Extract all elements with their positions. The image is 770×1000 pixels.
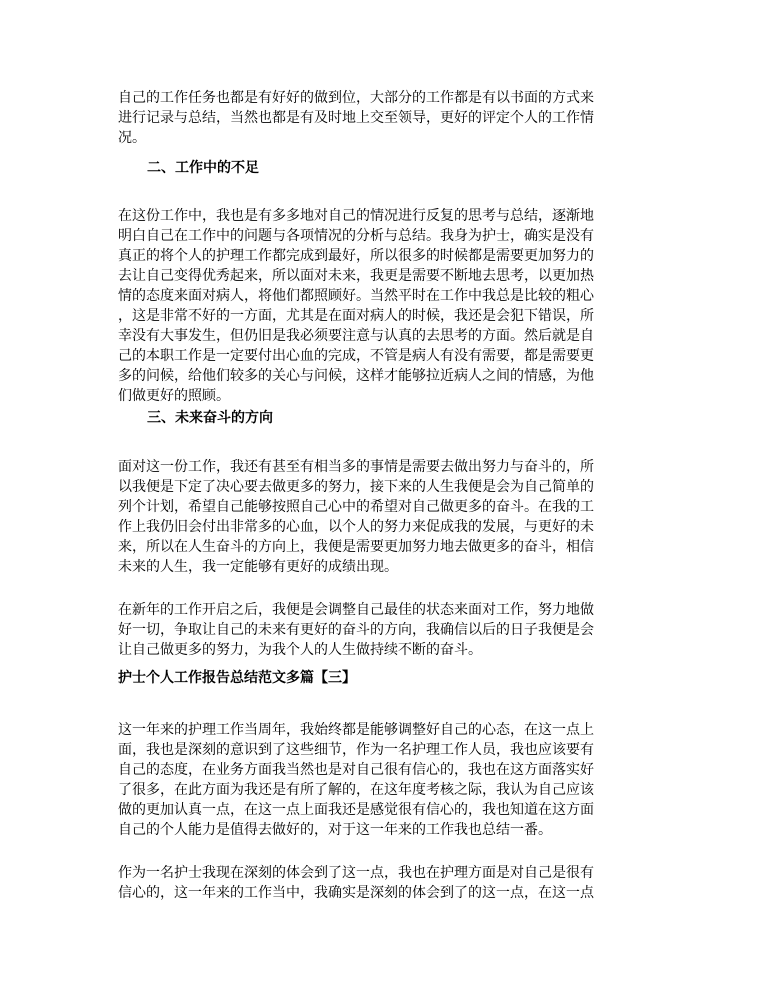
paragraph-work-tasks: 自己的工作任务也都是有好好的做到位，大部分的工作都是有以书面的方式来 进行记录与总结，当然也都是有及时地上交至领导，更好的评定个人的工作情 况。 [118,90,594,146]
paragraph-shortcomings: 在这份工作中，我也是有多多地对自己的情况进行反复的思考与总结，逐渐地 明白自己在工作中的问题与各项情况的分析与总结。我身为护士，确实是没有 真正的将个人的护理工作都完成到最好，所以很多的时候都是需要更加努力的 去让自己变得优秀起来，所以面对未来，我更是需要不断地去思考，以更加热 情的态度来面对病人，将他们都照顾好。当然平时在工作中我总是比较的粗心 ，这是非常不好的一方面，尤其是在面对病人的时候，我还是会犯下错误，所 幸没有大事发生，但仍旧是我必须要注意与认真的去思考的方面。然后就是自 己的本职工作是一定要付出心血的完成，不管是病人有没有需要，都是需要更 多的问候，给他们较多的关心与问候，这样才能够拉近病人之间的情感，为他 们做更好的照顾。 [118,208,594,404]
heading-shortcomings: 二、工作中的不足 [147,160,259,176]
paragraph-future-direction: 面对这一份工作，我还有甚至有相当多的事情是需要去做出努力与奋斗的，所 以我便是下定了决心要去做更多的努力，接下来的人生我便是会为自己简单的 列个计划，希望自己能够按照自己心中的希望对自己做更多的奋斗。在我的工 作上我仍旧会付出非常多的心血，以个人的努力来促成我的发展，与更好的未 来，所以在人生奋斗的方向上，我便是需要更加努力地去做更多的奋斗，相信 未来的人生，我一定能够有更好的成绩出现。 [118,459,594,575]
section-title-three: 护士个人工作报告总结范文多篇【三】 [118,670,356,686]
paragraph-annual-review: 这一年来的护理工作当周年，我始终都是能够调整好自己的心态，在这一点上 面，我也是深刻的意识到了这些细节，作为一名护理工作人员，我也应该要有 自己的态度，在业务方面我当然也是对自己很有信心的，我也在这方面落实好 了很多，在此方面为我还是有所了解的，在这年度考核之际，我认为自己应该 做的更加认真一点，在这一点上面我还是感觉很有信心的，我也知道在这方面 自己的个人能力是值得去做好的，对于这一年来的工作我也总结一番。 [118,722,594,838]
paragraph-new-year: 在新年的工作开启之后，我便是会调整自己最佳的状态来面对工作，努力地做 好一切，争取让自己的未来有更好的奋斗的方向，我确信以后的日子我便是会 让自己做更多的努力，为我个人的人生做持续不断的奋斗。 [118,602,594,658]
paragraph-nurse-reflection: 作为一名护士我现在深刻的体会到了这一点，我也在护理方面是对自己是很有 信心的，这一年来的工作当中，我确实是深刻的体会到了的这一点，在这一点 [118,865,594,901]
heading-future-direction: 三、未来奋斗的方向 [147,410,273,426]
